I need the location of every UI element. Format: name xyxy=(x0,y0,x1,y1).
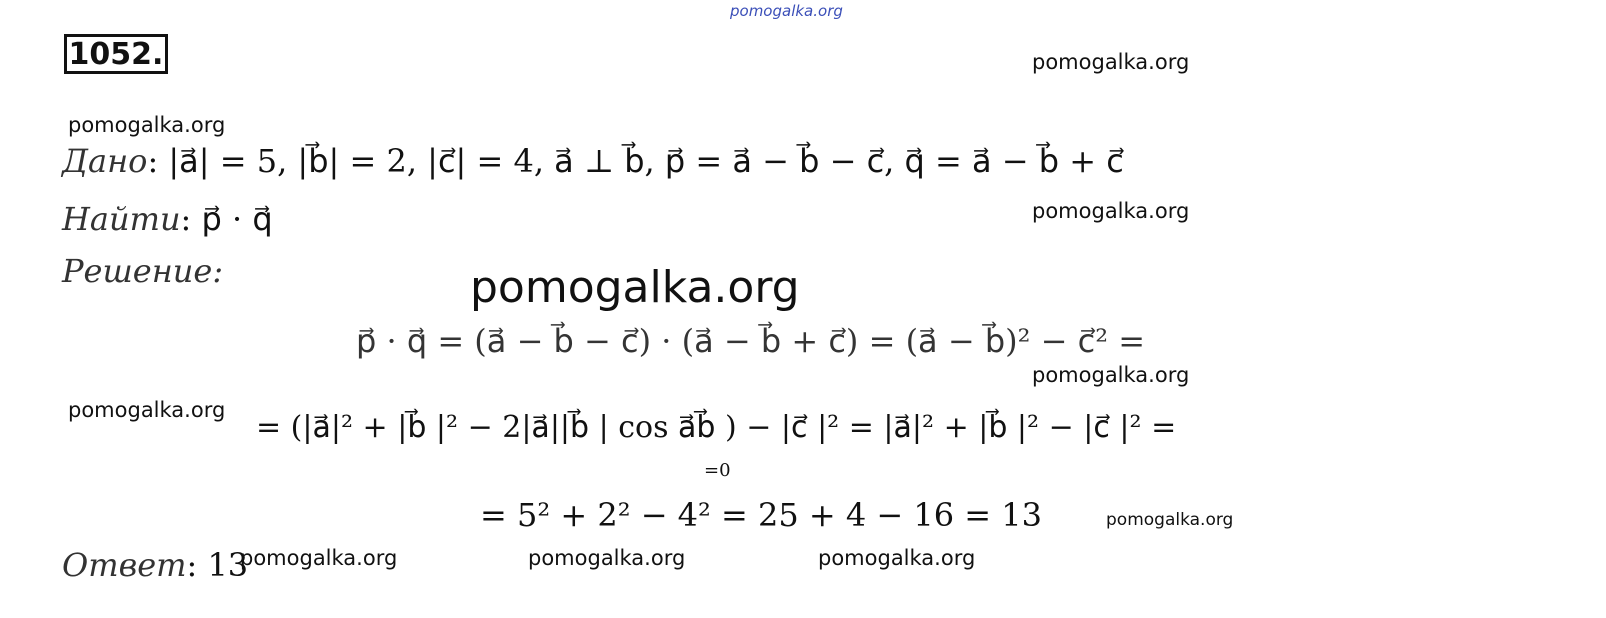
solution-line-2: = (|a⃗|² + |b⃗ |² − 2|a⃗||b⃗ | cos a⃗b⃗ ) − |c⃗ |² = |a⃗|² + |b⃗ |² − |c⃗ |² = xyxy=(256,410,1177,445)
watermark: pomogalka.org xyxy=(240,546,398,570)
watermark: pomogalka.org xyxy=(1106,510,1234,530)
top-watermark[interactable]: pomogalka.org xyxy=(730,2,843,20)
watermark: pomogalka.org xyxy=(818,546,976,570)
given-text: : |a⃗| = 5, |b⃗| = 2, |c⃗| = 4, a⃗ ⊥ b⃗, p⃗ = a⃗ − b⃗ − c⃗, q⃗ = a⃗ − b⃗ + c⃗ xyxy=(147,142,1124,180)
solution-colon: : xyxy=(212,252,224,290)
watermark-large: pomogalka.org xyxy=(470,262,800,313)
given-label: Дано xyxy=(62,142,148,180)
solution-line-3: = 5² + 2² − 4² = 25 + 4 − 16 = 13 xyxy=(480,496,1042,534)
watermark: pomogalka.org xyxy=(528,546,686,570)
watermark: pomogalka.org xyxy=(68,113,226,137)
watermark: pomogalka.org xyxy=(68,398,226,422)
watermark: pomogalka.org xyxy=(1032,50,1190,74)
problem-number: 1052. xyxy=(64,34,168,74)
given-line xyxy=(62,142,1124,180)
find-line xyxy=(62,200,273,238)
solution-heading xyxy=(62,252,223,290)
find-label: Найти xyxy=(62,200,181,238)
find-text: : p⃗ · q⃗ xyxy=(180,200,273,238)
watermark: pomogalka.org xyxy=(1032,363,1190,387)
solution-line-1: p⃗ · q⃗ = (a⃗ − b⃗ − c⃗) · (a⃗ − b⃗ + c⃗) = (a⃗ − b⃗)² − c⃗² = xyxy=(356,322,1145,360)
answer-text: : 13 xyxy=(186,546,249,584)
solution-label: Решение xyxy=(62,252,213,290)
answer-label: Ответ xyxy=(62,546,187,584)
watermark: pomogalka.org xyxy=(1032,199,1190,223)
answer-line xyxy=(62,546,248,584)
solution-line-2-underbrace: =0 xyxy=(704,460,731,481)
